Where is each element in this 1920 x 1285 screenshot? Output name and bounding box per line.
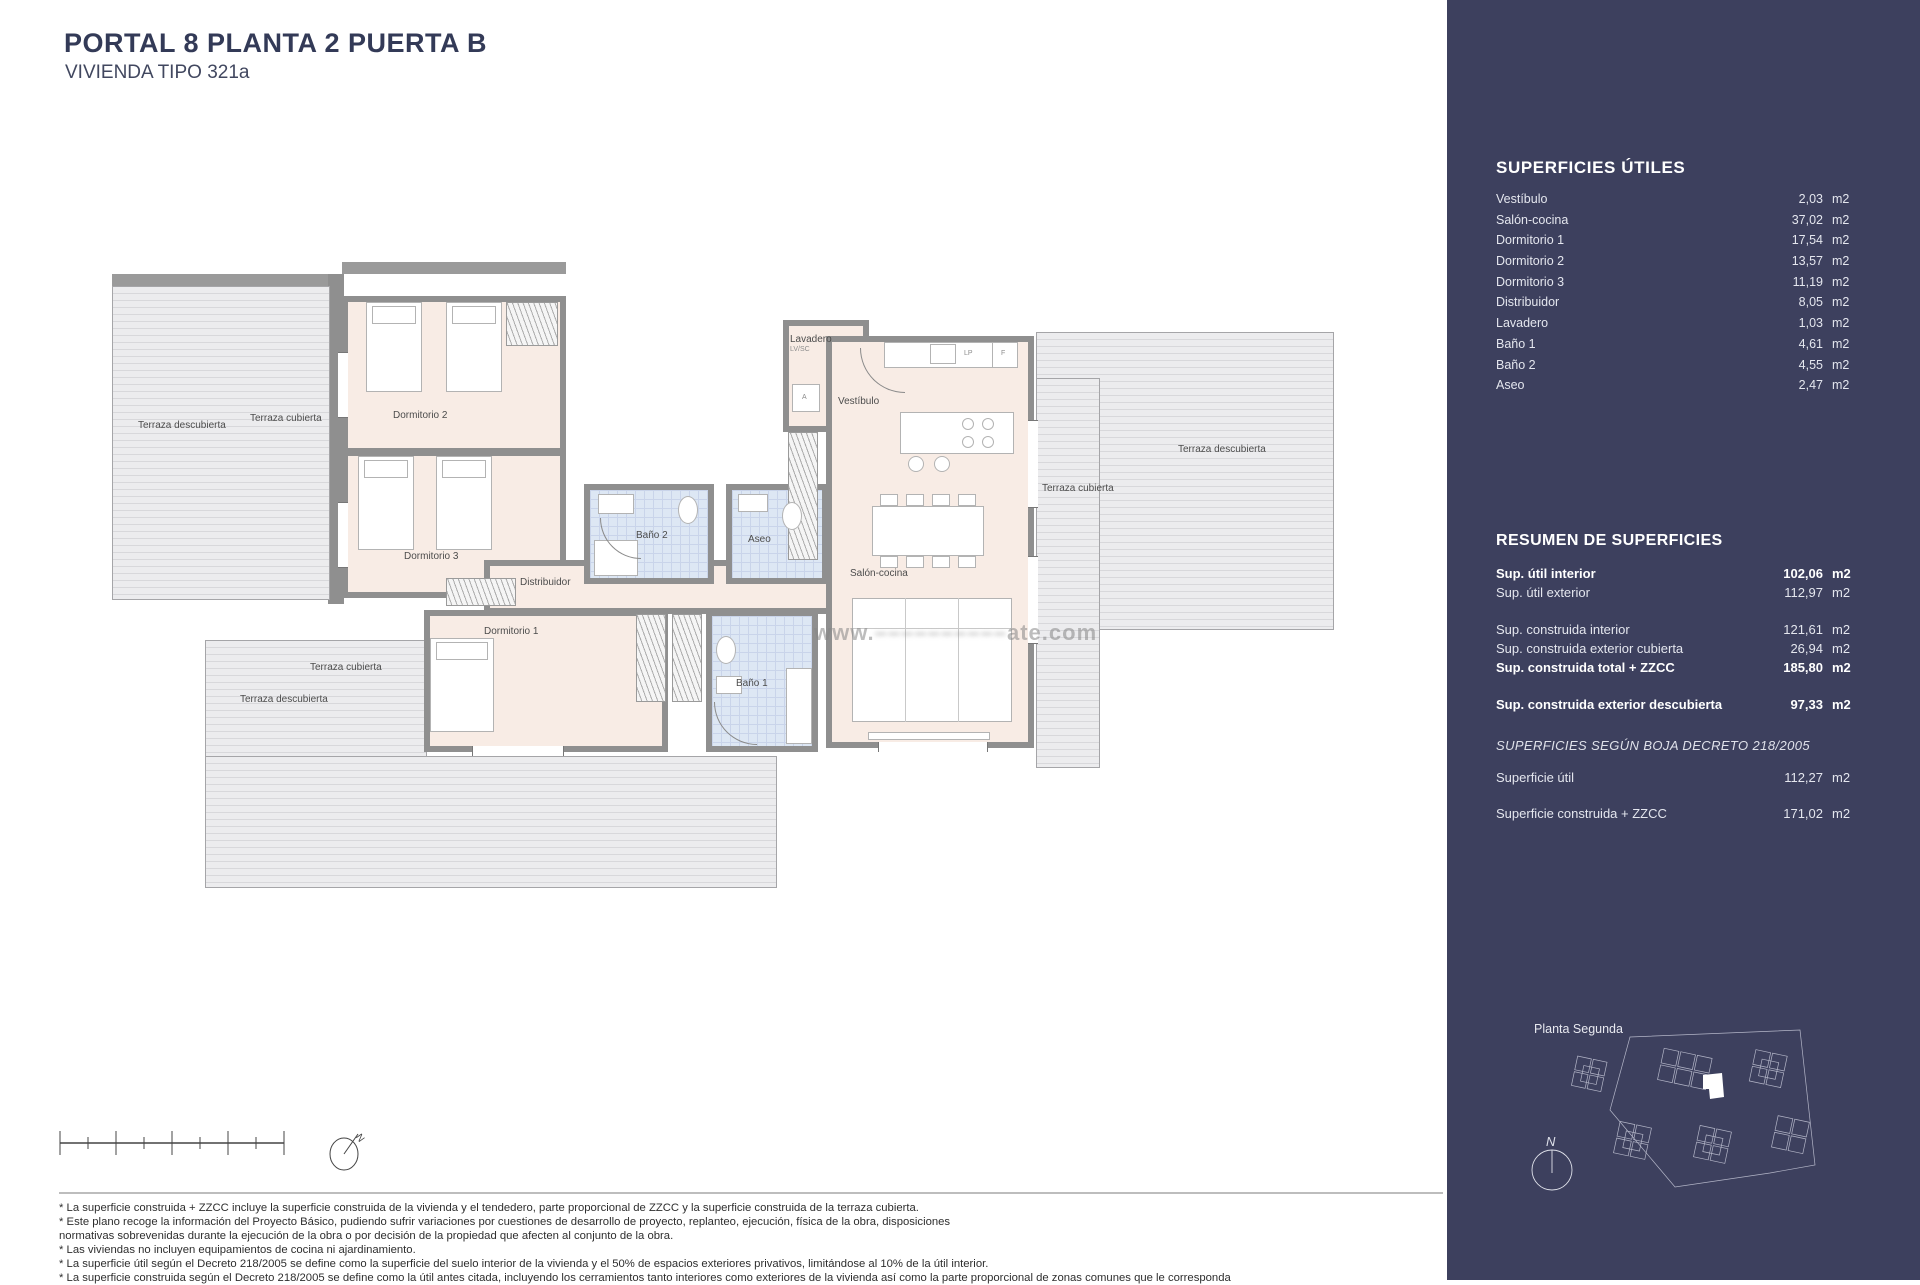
- surface-row: [1496, 316, 1858, 337]
- boja-table: [1496, 770, 1858, 842]
- surface-row: [1496, 295, 1858, 316]
- summary-row: [1496, 697, 1858, 716]
- summary-row: [1496, 585, 1858, 604]
- surface-row: [1496, 337, 1858, 358]
- superficies-utiles-table: [1496, 192, 1858, 399]
- summary-row-unit: m2: [1832, 660, 1851, 675]
- surface-row-label: Baño 2: [1496, 357, 1536, 372]
- surface-row-value: 2,03: [1798, 192, 1823, 206]
- surface-row: [1496, 275, 1858, 296]
- watermark-blur: ––––––––––: [874, 620, 1007, 645]
- shower-tray: [786, 668, 812, 744]
- surface-row: [1496, 213, 1858, 234]
- stool: [934, 456, 950, 472]
- sidebar: [1447, 0, 1920, 1280]
- surface-row-value: 2,47: [1798, 378, 1823, 393]
- dining-table: [872, 506, 984, 556]
- wall-segment: [342, 262, 566, 274]
- surface-row-unit: m2: [1832, 254, 1850, 269]
- boja-row: [1496, 806, 1858, 825]
- window: [878, 742, 988, 752]
- surface-row-unit: m2: [1832, 212, 1850, 227]
- hob-burner: [962, 418, 974, 430]
- hob-burner: [962, 436, 974, 448]
- window: [338, 352, 348, 418]
- surface-row-value: 8,05: [1798, 295, 1823, 310]
- summary-row: [1496, 641, 1858, 660]
- surface-row: [1496, 378, 1858, 399]
- terrace-label: Terraza descubierta: [240, 694, 328, 705]
- room-label: LV/SC: [790, 346, 810, 353]
- dining-chair: [880, 494, 898, 506]
- boja-heading: SUPERFICIES SEGÚN BOJA DECRETO 218/2005: [1496, 738, 1810, 753]
- surface-row-value: 4,61: [1798, 336, 1823, 351]
- surface-row-label: Dormitorio 2: [1496, 254, 1565, 269]
- divider: [59, 1192, 1443, 1194]
- kitchen-island: [900, 412, 1014, 454]
- summary-row-value: 102,06: [1783, 566, 1823, 581]
- sofa: [852, 598, 1012, 722]
- bed-pillow: [372, 306, 416, 324]
- room-label: Baño 2: [636, 530, 668, 541]
- appliance-label: LP: [964, 350, 973, 357]
- watermark: [814, 620, 1097, 646]
- summary-row-unit: m2: [1832, 585, 1851, 600]
- surface-row: [1496, 358, 1858, 379]
- surface-row-value: 11,19: [1792, 274, 1823, 289]
- dining-chair: [958, 556, 976, 568]
- tv-bench: [868, 732, 990, 740]
- surface-row-unit: m2: [1832, 233, 1850, 248]
- surface-row-value: 37,02: [1791, 212, 1823, 227]
- room-label: Dormitorio 2: [393, 410, 448, 421]
- boja-row-label: Superficie construida + ZZCC: [1496, 806, 1667, 821]
- summary-row-value: 121,61: [1783, 622, 1823, 637]
- room-label: Salón-cocina: [850, 568, 908, 579]
- footnote-line: * La superficie útil según el Decreto 218/2005 se define como la superficie del suelo interior de la vivienda y el 50% de espacios exteriores privativos, limitándose al 10% de la útil interior.: [59, 1257, 989, 1270]
- terrace-left: [112, 286, 330, 600]
- surface-row-unit: m2: [1832, 357, 1850, 372]
- appliance-label: F: [1001, 350, 1006, 357]
- summary-row: [1496, 622, 1858, 641]
- summary-row-value: 185,80: [1783, 660, 1823, 675]
- surface-row-label: Lavadero: [1496, 316, 1549, 331]
- bed-pillow: [436, 642, 488, 660]
- room-label: Dormitorio 1: [484, 626, 539, 637]
- surface-row-value: 13,57: [1791, 254, 1823, 269]
- surface-row-label: Dormitorio 1: [1496, 233, 1565, 248]
- surface-row-value: 17,54: [1791, 233, 1823, 248]
- toilet: [782, 502, 802, 530]
- footnote-line: * La superficie construida + ZZCC incluye la superficie construida de la vivienda y el tendedero, parte proporcional de ZZCC y la superficie construida de la terraza cubierta.: [59, 1202, 919, 1214]
- dining-chair: [880, 556, 898, 568]
- highlighted-unit: [1703, 1073, 1724, 1099]
- wall-segment: [112, 274, 342, 286]
- toilet: [678, 496, 698, 524]
- bed-pillow: [452, 306, 496, 324]
- watermark-prefix: www.: [814, 620, 875, 645]
- summary-row: [1496, 566, 1858, 585]
- footnote-line: * Este plano recoge la información del Proyecto Básico, pudiendo sufrir variaciones por cuestiones de desarrollo de proyecto, replanteo, ejecución, física de la obra, disposiciones: [59, 1215, 951, 1228]
- summary-row-label: Sup. útil interior: [1496, 566, 1596, 581]
- terrace-label: Terraza cubierta: [1042, 483, 1114, 494]
- terrace-label: Terraza cubierta: [310, 662, 382, 673]
- surface-row-unit: m2: [1832, 316, 1850, 331]
- summary-row-label: Sup. útil exterior: [1496, 585, 1590, 600]
- wardrobe: [636, 614, 666, 702]
- toilet: [716, 636, 736, 664]
- summary-row: [1496, 660, 1858, 679]
- surface-row-label: Baño 1: [1496, 336, 1536, 351]
- wardrobe: [672, 614, 702, 702]
- footnotes: [59, 1202, 1443, 1285]
- summary-row-label: Sup. construida exterior descubierta: [1496, 697, 1723, 712]
- surface-row-label: Salón-cocina: [1496, 212, 1569, 227]
- footnote-line: * Las viviendas no incluyen equipamientos de cocina ni ajardinamiento.: [59, 1243, 416, 1256]
- surface-row: [1496, 192, 1858, 213]
- surface-row-unit: m2: [1832, 378, 1850, 393]
- siteplan-label: Planta Segunda: [1534, 1022, 1623, 1036]
- north-compass-icon: [320, 1122, 372, 1174]
- scale-bar: [56, 1126, 288, 1160]
- appliance-label: A: [802, 394, 807, 401]
- terrace-right-covered: [1036, 378, 1100, 768]
- bathroom-sink: [738, 494, 768, 512]
- page-subtitle: VIVIENDA TIPO 321a: [65, 62, 250, 83]
- terrace-label: Terraza descubierta: [1178, 444, 1266, 455]
- dining-chair: [932, 556, 950, 568]
- hob-burner: [982, 436, 994, 448]
- kitchen-sink: [930, 344, 956, 364]
- dining-chair: [932, 494, 950, 506]
- surface-row-label: Dormitorio 3: [1496, 274, 1565, 289]
- surface-row-label: Vestíbulo: [1496, 192, 1548, 206]
- window: [338, 502, 348, 568]
- surface-row-unit: m2: [1832, 336, 1850, 351]
- dining-chair: [958, 494, 976, 506]
- wardrobe: [788, 432, 818, 560]
- surface-row-label: Aseo: [1496, 378, 1525, 393]
- room-label: Lavadero: [790, 334, 832, 345]
- boja-row: [1496, 770, 1858, 789]
- resumen-heading: RESUMEN DE SUPERFICIES: [1496, 532, 1723, 549]
- room-label: Baño 1: [736, 678, 768, 689]
- resumen-table: [1496, 566, 1858, 716]
- summary-row-unit: m2: [1832, 697, 1851, 712]
- sofa-cushion-line: [905, 598, 906, 722]
- dining-chair: [906, 556, 924, 568]
- summary-row-value: 112,97: [1784, 585, 1823, 600]
- superficies-utiles-heading: SUPERFICIES ÚTILES: [1496, 158, 1686, 177]
- summary-row-value: 26,94: [1790, 641, 1823, 656]
- surface-row-value: 4,55: [1798, 357, 1823, 372]
- surface-row-label: Distribuidor: [1496, 295, 1560, 310]
- summary-row-unit: m2: [1832, 622, 1851, 637]
- boja-row-unit: m2: [1832, 770, 1851, 785]
- surface-row-unit: m2: [1832, 192, 1850, 206]
- room-label: Vestíbulo: [838, 396, 880, 407]
- boja-row-value: 112,27: [1784, 770, 1823, 785]
- bed-pillow: [364, 460, 408, 478]
- summary-row-value: 97,33: [1790, 697, 1823, 712]
- bed-pillow: [442, 460, 486, 478]
- terrace-bottom: [205, 756, 777, 888]
- surface-row: [1496, 233, 1858, 254]
- summary-row-label: Sup. construida total + ZZCC: [1496, 660, 1675, 675]
- boja-row-label: Superficie útil: [1496, 770, 1575, 785]
- surface-row: [1496, 254, 1858, 275]
- sofa-cushion-line: [958, 598, 959, 722]
- terrace-label: Terraza descubierta: [138, 420, 226, 431]
- wardrobe: [506, 302, 558, 346]
- svg-text:N: N: [353, 1132, 367, 1145]
- bathroom-sink: [598, 494, 634, 514]
- wardrobe: [446, 578, 516, 606]
- boja-row-value: 171,02: [1783, 806, 1823, 821]
- window: [472, 746, 564, 756]
- siteplan-map: [1470, 1015, 1840, 1235]
- surface-row-unit: m2: [1832, 274, 1850, 289]
- footnote-line: normativas sobrevenidas durante la ejecución de la obra o por decisión de la propiedad que afecten al conjunto de la obra.: [59, 1229, 674, 1242]
- room-label: Dormitorio 3: [404, 551, 459, 562]
- window: [1028, 420, 1038, 508]
- terrace-label: Terraza cubierta: [250, 413, 322, 424]
- summary-row-label: Sup. construida interior: [1496, 622, 1630, 637]
- page-title: PORTAL 8 PLANTA 2 PUERTA B: [64, 28, 488, 58]
- surface-row-value: 1,03: [1798, 316, 1823, 331]
- summary-row-unit: m2: [1832, 641, 1851, 656]
- surface-row-unit: m2: [1832, 295, 1850, 310]
- room-label: Aseo: [748, 534, 771, 545]
- room-label: Distribuidor: [520, 577, 571, 588]
- stool: [908, 456, 924, 472]
- watermark-suffix: ate.com: [1007, 620, 1098, 645]
- siteplan-compass-icon: [1532, 1134, 1572, 1190]
- svg-text:N: N: [1546, 1134, 1556, 1149]
- boja-row-unit: m2: [1832, 806, 1851, 821]
- summary-row-label: Sup. construida exterior cubierta: [1496, 641, 1684, 656]
- dining-chair: [906, 494, 924, 506]
- hob-burner: [982, 418, 994, 430]
- summary-row-unit: m2: [1832, 566, 1851, 581]
- footnote-line: * La superficie construida según el Decreto 218/2005 se define como la útil antes citada, incluyendo los cerramientos tanto interiores como exteriores de la vivienda así como la parte proporcional de zonas comunes que le corresponda: [59, 1271, 1231, 1284]
